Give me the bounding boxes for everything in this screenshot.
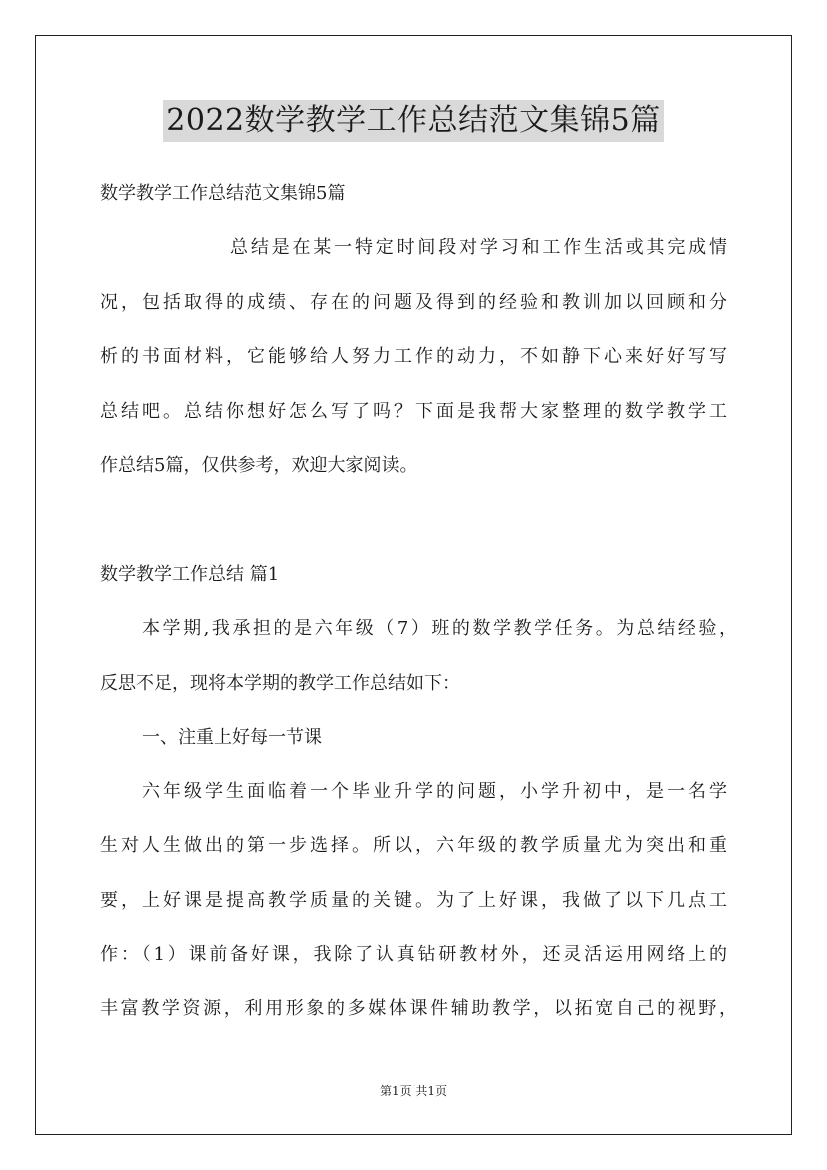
section-line-7: 作：（1）课前备好课，我除了认真钻研教材外，还灵活运用网络上的 (100, 944, 727, 965)
section-heading: 数学教学工作总结 篇1 (100, 564, 280, 585)
section-line-6: 要，上好课是提高教学质量的关键。为了上好课，我做了以下几点工 (100, 890, 727, 911)
page-footer: 第1页 共1页 (379, 1084, 448, 1098)
subheading-1: 一、注重上好每一节课 (142, 727, 322, 748)
section-line-1: 本学期,我承担的是六年级（7）班的数学教学任务。为总结经验， (142, 618, 737, 639)
document-title: 2022数学教学工作总结范文集锦5篇 (163, 100, 663, 142)
section-line-4: 六年级学生面临着一个毕业升学的问题，小学升初中，是一名学 (142, 781, 727, 802)
intro-line-5: 作总结5篇，仅供参考，欢迎大家阅读。 (100, 455, 418, 476)
section-line-8: 丰富教学资源，利用形象的多媒体课件辅助教学，以拓宽自己的视野， (100, 998, 737, 1019)
section-line-5: 生对人生做出的第一步选择。所以，六年级的教学质量尤为突出和重 (100, 835, 727, 856)
intro-line-4: 总结吧。总结你想好怎么写了吗？下面是我帮大家整理的数学教学工 (100, 401, 727, 422)
document-subtitle: 数学教学工作总结范文集锦5篇 (100, 183, 346, 204)
title-container (0, 100, 827, 142)
intro-line-2: 况，包括取得的成绩、存在的问题及得到的经验和教训加以回顾和分 (100, 292, 727, 313)
section-line-2: 反思不足，现将本学期的教学工作总结如下： (100, 673, 460, 694)
intro-line-1: 总结是在某一特定时间段对学习和工作生活或其完成情 (230, 237, 727, 258)
intro-line-3: 析的书面材料，它能够给人努力工作的动力，不如静下心来好好写写 (100, 346, 727, 367)
